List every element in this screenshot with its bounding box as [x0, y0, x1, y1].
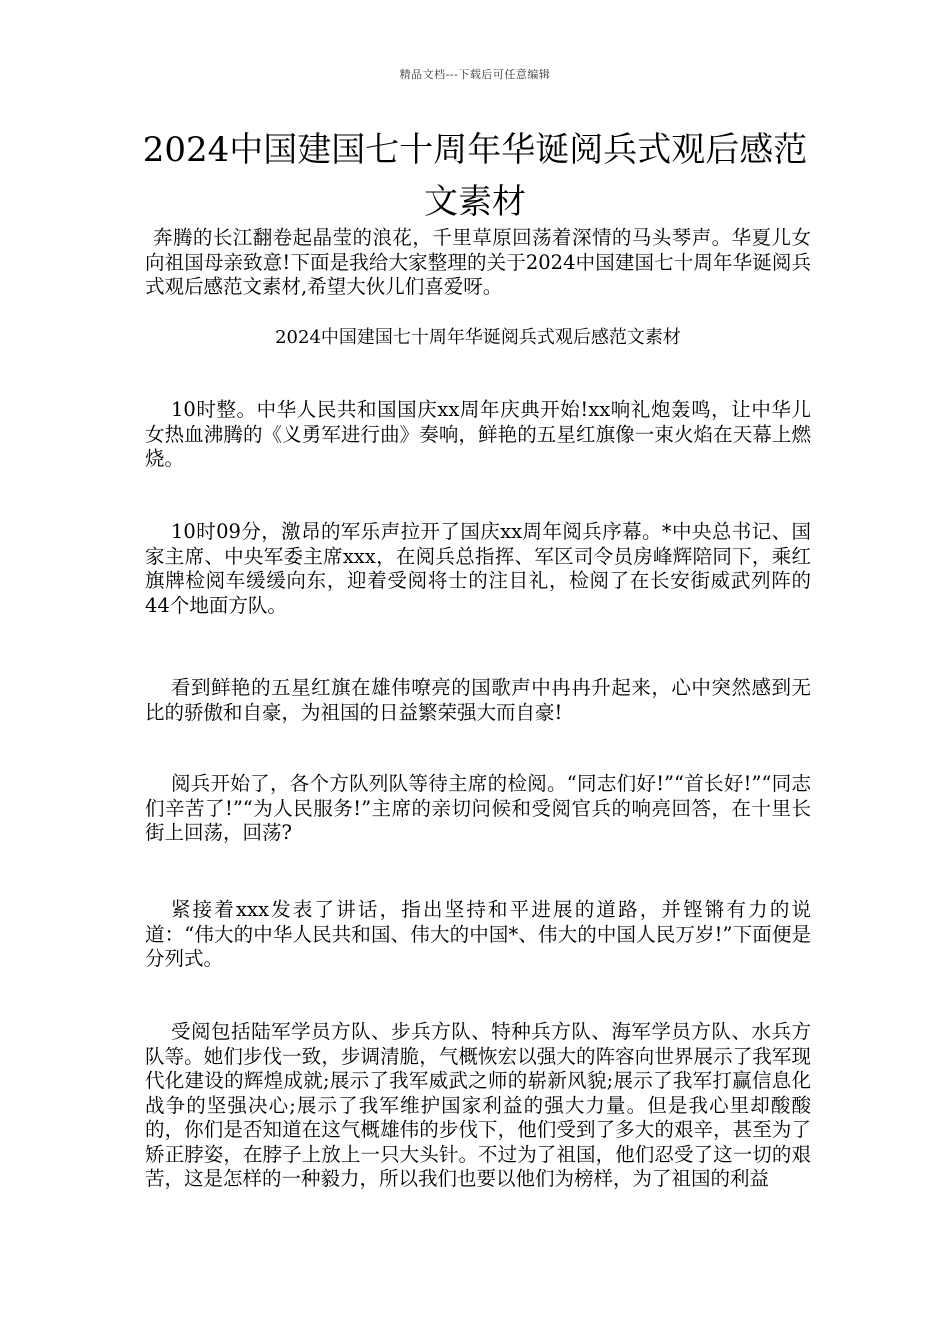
section-subtitle: 2024中国建国七十周年华诞阅兵式观后感范文素材 — [275, 327, 681, 348]
body-paragraph: 受阅包括陆军学员方队、步兵方队、特种兵方队、海军学员方队、水兵方队等。她们步伐一致，步调清脆，气概恢宏以强大的阵容向世界展示了我军现代化建设的辉煌成就;展示了我军威武之师的崭新风貌;展示了我军打赢信息化战争的坚强决心;展示了我军维护国家利益的强大力量。但是我心里却酸酸的，你们是否知道在这气概雄伟的步伐下，他们受到了多大的艰辛，甚至为了矫正脖姿，在脖子上放上一只大头针。不过为了祖国，他们忍受了这一切的艰苦，这是怎样的一种毅力，所以我们也要以他们为榜样，为了祖国的利益 — [145, 1020, 811, 1190]
body-paragraph: 紧接着xxx发表了讲话，指出坚持和平进展的道路，并铿锵有力的说道：“伟大的中华人民共和国、伟大的中国*、伟大的中国人民万岁!”下面便是分列式。 — [145, 898, 811, 970]
body-paragraph: 10时整。中华人民共和国国庆xx周年庆典开始!xx响礼炮轰鸣，让中华儿女热血沸腾的《义勇军进行曲》奏响，鲜艳的五星红旗像一束火焰在天幕上燃烧。 — [145, 398, 811, 470]
body-paragraph: 10时09分，激昂的军乐声拉开了国庆xx周年阅兵序幕。*中央总书记、国家主席、中央军委主席xxx，在阅兵总指挥、军区司令员房峰辉陪同下，乘红旗牌检阅车缓缓向东，迎着受阅将士的注目礼，检阅了在长安街威武列阵的44个地面方队。 — [145, 520, 811, 617]
body-paragraph: 阅兵开始了，各个方队列队等待主席的检阅。“同志们好!”“首长好!”“同志们辛苦了!”“为人民服务!”主席的亲切问候和受阅官兵的响亮回答，在十里长街上回荡，回荡? — [145, 772, 811, 844]
header-note: 精品文档---下载后可任意编辑 — [399, 68, 551, 81]
body-paragraph: 看到鲜艳的五星红旗在雄伟嘹亮的国歌声中冉冉升起来，心中突然感到无比的骄傲和自豪，为祖国的日益繁荣强大而自豪! — [145, 676, 811, 724]
document-title: 2024中国建国七十周年华诞阅兵式观后感范文素材 — [142, 130, 808, 222]
intro-paragraph: 奔腾的长江翻卷起晶莹的浪花，千里草原回荡着深情的马头琴声。华夏儿女向祖国母亲致意!下面是我给大家整理的关于2024中国建国七十周年华诞阅兵式观后感范文素材,希望大伙儿们喜爱呀。 — [145, 226, 811, 298]
